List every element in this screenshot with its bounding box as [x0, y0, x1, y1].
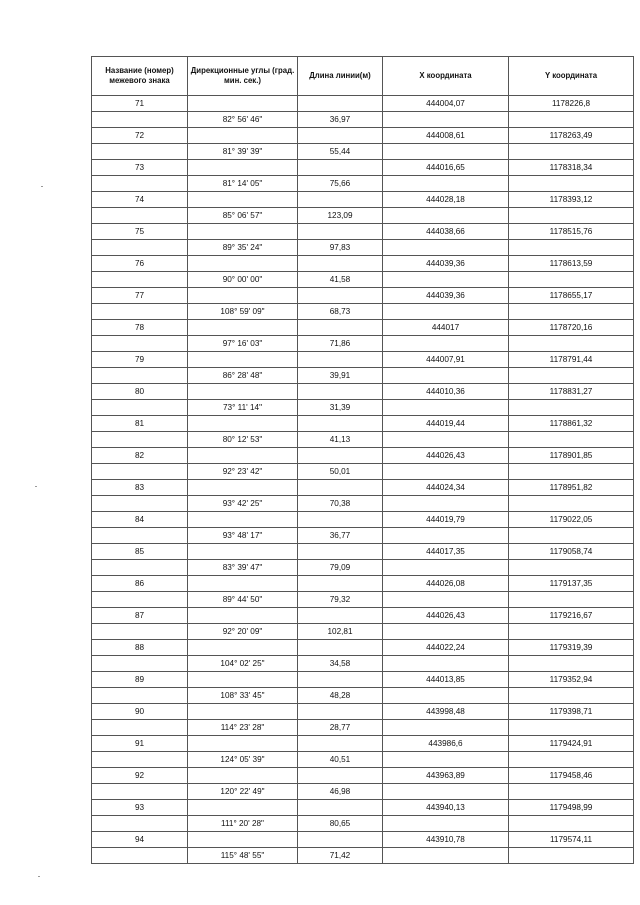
empty-cell: [188, 512, 298, 528]
empty-cell: [188, 288, 298, 304]
table-row-segment: [92, 848, 634, 864]
table-row-point: [92, 160, 634, 176]
x-coordinate-cell: 444008,61: [383, 128, 509, 144]
table-row-segment: [92, 176, 634, 192]
x-coordinate-cell: 443998,48: [383, 704, 509, 720]
empty-cell: [509, 400, 634, 416]
line-length-cell: 123,09: [298, 208, 383, 224]
bearing-cell: 108° 33' 45": [188, 688, 298, 704]
empty-cell: [298, 128, 383, 144]
header-point-name: Название (номер) межевого знака: [92, 57, 188, 96]
bearing-cell: 97° 16' 03": [188, 336, 298, 352]
empty-cell: [188, 736, 298, 752]
empty-cell: [383, 304, 509, 320]
empty-cell: [188, 256, 298, 272]
empty-cell: [188, 704, 298, 720]
point-name-cell: 91: [92, 736, 188, 752]
empty-cell: [92, 688, 188, 704]
empty-cell: [383, 816, 509, 832]
line-length-cell: 46,98: [298, 784, 383, 800]
table-row-segment: [92, 496, 634, 512]
empty-cell: [92, 208, 188, 224]
x-coordinate-cell: 443940,13: [383, 800, 509, 816]
bearing-cell: 93° 48' 17": [188, 528, 298, 544]
empty-cell: [383, 624, 509, 640]
empty-cell: [298, 320, 383, 336]
x-coordinate-cell: 443910,78: [383, 832, 509, 848]
point-name-cell: 74: [92, 192, 188, 208]
line-length-cell: 71,86: [298, 336, 383, 352]
y-coordinate-cell: 1178613,59: [509, 256, 634, 272]
point-name-cell: 84: [92, 512, 188, 528]
empty-cell: [188, 608, 298, 624]
empty-cell: [188, 192, 298, 208]
empty-cell: [509, 752, 634, 768]
empty-cell: [383, 752, 509, 768]
x-coordinate-cell: 444019,44: [383, 416, 509, 432]
empty-cell: [509, 208, 634, 224]
bearing-cell: 73° 11' 14": [188, 400, 298, 416]
table-row-segment: [92, 368, 634, 384]
y-coordinate-cell: 1178318,34: [509, 160, 634, 176]
y-coordinate-cell: 1178655,17: [509, 288, 634, 304]
point-name-cell: 89: [92, 672, 188, 688]
line-length-cell: 97,83: [298, 240, 383, 256]
line-length-cell: 50,01: [298, 464, 383, 480]
x-coordinate-cell: 444017: [383, 320, 509, 336]
table-row-point: [92, 480, 634, 496]
empty-cell: [188, 800, 298, 816]
bearing-cell: 83° 39' 47": [188, 560, 298, 576]
table-row-segment: [92, 464, 634, 480]
empty-cell: [383, 400, 509, 416]
line-length-cell: 55,44: [298, 144, 383, 160]
empty-cell: [383, 688, 509, 704]
line-length-cell: 71,42: [298, 848, 383, 864]
empty-cell: [298, 480, 383, 496]
empty-cell: [188, 448, 298, 464]
empty-cell: [92, 400, 188, 416]
point-name-cell: 80: [92, 384, 188, 400]
bearing-cell: 82° 56' 46": [188, 112, 298, 128]
empty-cell: [92, 560, 188, 576]
table-row-point: [92, 768, 634, 784]
table-row-point: [92, 832, 634, 848]
empty-cell: [298, 608, 383, 624]
empty-cell: [509, 336, 634, 352]
y-coordinate-cell: 1179424,91: [509, 736, 634, 752]
scan-speck: [41, 186, 43, 187]
x-coordinate-cell: 444007,91: [383, 352, 509, 368]
empty-cell: [298, 544, 383, 560]
y-coordinate-cell: 1179216,67: [509, 608, 634, 624]
empty-cell: [509, 720, 634, 736]
table-row-point: [92, 320, 634, 336]
y-coordinate-cell: 1178831,27: [509, 384, 634, 400]
empty-cell: [92, 144, 188, 160]
bearing-cell: 89° 44' 50": [188, 592, 298, 608]
header-bearing: Дирекционные углы (град. мин. сек.): [188, 57, 298, 96]
point-name-cell: 88: [92, 640, 188, 656]
table-row-segment: [92, 720, 634, 736]
x-coordinate-cell: 444039,36: [383, 256, 509, 272]
line-length-cell: 48,28: [298, 688, 383, 704]
empty-cell: [92, 368, 188, 384]
empty-cell: [92, 816, 188, 832]
y-coordinate-cell: 1179319,39: [509, 640, 634, 656]
point-name-cell: 92: [92, 768, 188, 784]
empty-cell: [509, 432, 634, 448]
table-row-point: [92, 256, 634, 272]
empty-cell: [92, 464, 188, 480]
point-name-cell: 93: [92, 800, 188, 816]
bearing-cell: 80° 12' 53": [188, 432, 298, 448]
point-name-cell: 81: [92, 416, 188, 432]
point-name-cell: 87: [92, 608, 188, 624]
x-coordinate-cell: 444016,65: [383, 160, 509, 176]
bearing-cell: 108° 59' 09": [188, 304, 298, 320]
empty-cell: [92, 752, 188, 768]
x-coordinate-cell: 444010,36: [383, 384, 509, 400]
y-coordinate-cell: 1179352,94: [509, 672, 634, 688]
table-row-segment: [92, 528, 634, 544]
table-row-segment: [92, 272, 634, 288]
table-row-segment: [92, 752, 634, 768]
table-row-point: [92, 384, 634, 400]
empty-cell: [188, 672, 298, 688]
table-row-segment: [92, 144, 634, 160]
table-row-segment: [92, 688, 634, 704]
empty-cell: [92, 720, 188, 736]
empty-cell: [509, 624, 634, 640]
table-row-point: [92, 96, 634, 112]
empty-cell: [298, 448, 383, 464]
y-coordinate-cell: 1178515,76: [509, 224, 634, 240]
empty-cell: [298, 832, 383, 848]
empty-cell: [188, 832, 298, 848]
empty-cell: [383, 112, 509, 128]
empty-cell: [298, 640, 383, 656]
table-row-point: [92, 576, 634, 592]
table-row-point: [92, 640, 634, 656]
empty-cell: [509, 592, 634, 608]
empty-cell: [92, 304, 188, 320]
empty-cell: [383, 848, 509, 864]
bearing-cell: 81° 39' 39": [188, 144, 298, 160]
y-coordinate-cell: 1178901,85: [509, 448, 634, 464]
empty-cell: [298, 800, 383, 816]
empty-cell: [509, 112, 634, 128]
line-length-cell: 70,38: [298, 496, 383, 512]
point-name-cell: 85: [92, 544, 188, 560]
line-length-cell: 68,73: [298, 304, 383, 320]
line-length-cell: 31,39: [298, 400, 383, 416]
table-row-point: [92, 416, 634, 432]
table-row-segment: [92, 560, 634, 576]
empty-cell: [509, 656, 634, 672]
empty-cell: [509, 272, 634, 288]
table-row-segment: [92, 336, 634, 352]
empty-cell: [298, 512, 383, 528]
point-name-cell: 90: [92, 704, 188, 720]
point-name-cell: 94: [92, 832, 188, 848]
empty-cell: [383, 592, 509, 608]
x-coordinate-cell: 444013,85: [383, 672, 509, 688]
line-length-cell: 41,58: [298, 272, 383, 288]
line-length-cell: 41,13: [298, 432, 383, 448]
table-row-point: [92, 512, 634, 528]
header-x-coordinate: X координата: [383, 57, 509, 96]
table-row-point: [92, 128, 634, 144]
empty-cell: [509, 176, 634, 192]
empty-cell: [188, 352, 298, 368]
y-coordinate-cell: 1179398,71: [509, 704, 634, 720]
empty-cell: [383, 368, 509, 384]
bearing-cell: 92° 23' 42": [188, 464, 298, 480]
empty-cell: [188, 576, 298, 592]
scan-speck: [35, 486, 37, 487]
y-coordinate-cell: 1179574,11: [509, 832, 634, 848]
empty-cell: [298, 736, 383, 752]
x-coordinate-cell: 444024,34: [383, 480, 509, 496]
line-length-cell: 79,32: [298, 592, 383, 608]
empty-cell: [92, 624, 188, 640]
table-row-segment: [92, 400, 634, 416]
empty-cell: [92, 432, 188, 448]
empty-cell: [298, 352, 383, 368]
point-name-cell: 79: [92, 352, 188, 368]
boundary-coordinates-table: [91, 56, 634, 864]
header-line-length: Длина линии(м): [298, 57, 383, 96]
empty-cell: [509, 144, 634, 160]
x-coordinate-cell: 444039,36: [383, 288, 509, 304]
empty-cell: [509, 368, 634, 384]
bearing-cell: 120° 22' 49": [188, 784, 298, 800]
point-name-cell: 73: [92, 160, 188, 176]
line-length-cell: 75,66: [298, 176, 383, 192]
table-row-point: [92, 224, 634, 240]
scan-speck: [38, 876, 40, 877]
empty-cell: [188, 224, 298, 240]
y-coordinate-cell: 1178791,44: [509, 352, 634, 368]
bearing-cell: 85° 06' 57": [188, 208, 298, 224]
empty-cell: [383, 432, 509, 448]
empty-cell: [383, 176, 509, 192]
empty-cell: [383, 720, 509, 736]
table-row-segment: [92, 112, 634, 128]
bearing-cell: 124° 05' 39": [188, 752, 298, 768]
x-coordinate-cell: 443963,89: [383, 768, 509, 784]
empty-cell: [298, 768, 383, 784]
bearing-cell: 93° 42' 25": [188, 496, 298, 512]
empty-cell: [298, 288, 383, 304]
y-coordinate-cell: 1178263,49: [509, 128, 634, 144]
empty-cell: [383, 208, 509, 224]
empty-cell: [509, 528, 634, 544]
empty-cell: [188, 160, 298, 176]
table-row-segment: [92, 816, 634, 832]
empty-cell: [383, 496, 509, 512]
point-name-cell: 71: [92, 96, 188, 112]
table-row-point: [92, 800, 634, 816]
empty-cell: [383, 336, 509, 352]
line-length-cell: 36,97: [298, 112, 383, 128]
empty-cell: [298, 96, 383, 112]
table-row-point: [92, 352, 634, 368]
x-coordinate-cell: 444026,43: [383, 448, 509, 464]
empty-cell: [383, 528, 509, 544]
table-row-segment: [92, 240, 634, 256]
empty-cell: [383, 144, 509, 160]
empty-cell: [383, 272, 509, 288]
point-name-cell: 76: [92, 256, 188, 272]
point-name-cell: 83: [92, 480, 188, 496]
empty-cell: [92, 240, 188, 256]
x-coordinate-cell: 444028,18: [383, 192, 509, 208]
y-coordinate-cell: 1178226,8: [509, 96, 634, 112]
bearing-cell: 92° 20' 09": [188, 624, 298, 640]
empty-cell: [509, 496, 634, 512]
y-coordinate-cell: 1179022,05: [509, 512, 634, 528]
empty-cell: [298, 224, 383, 240]
line-length-cell: 102,81: [298, 624, 383, 640]
table-row-point: [92, 608, 634, 624]
empty-cell: [188, 128, 298, 144]
empty-cell: [509, 240, 634, 256]
x-coordinate-cell: 444022,24: [383, 640, 509, 656]
empty-cell: [509, 560, 634, 576]
table-row-point: [92, 544, 634, 560]
empty-cell: [298, 256, 383, 272]
table-row-segment: [92, 624, 634, 640]
table-row-point: [92, 448, 634, 464]
empty-cell: [383, 240, 509, 256]
empty-cell: [92, 656, 188, 672]
line-length-cell: 39,91: [298, 368, 383, 384]
empty-cell: [383, 560, 509, 576]
point-name-cell: 78: [92, 320, 188, 336]
y-coordinate-cell: 1179458,46: [509, 768, 634, 784]
bearing-cell: 104° 02' 25": [188, 656, 298, 672]
empty-cell: [298, 192, 383, 208]
empty-cell: [188, 320, 298, 336]
empty-cell: [509, 848, 634, 864]
empty-cell: [383, 784, 509, 800]
empty-cell: [188, 416, 298, 432]
empty-cell: [509, 816, 634, 832]
y-coordinate-cell: 1179058,74: [509, 544, 634, 560]
x-coordinate-cell: 444026,08: [383, 576, 509, 592]
y-coordinate-cell: 1178393,12: [509, 192, 634, 208]
point-name-cell: 72: [92, 128, 188, 144]
bearing-cell: 89° 35' 24": [188, 240, 298, 256]
empty-cell: [188, 96, 298, 112]
empty-cell: [298, 416, 383, 432]
empty-cell: [298, 576, 383, 592]
empty-cell: [298, 160, 383, 176]
empty-cell: [188, 480, 298, 496]
empty-cell: [298, 704, 383, 720]
point-name-cell: 86: [92, 576, 188, 592]
bearing-cell: 86° 28' 48": [188, 368, 298, 384]
empty-cell: [92, 176, 188, 192]
table-row-point: [92, 704, 634, 720]
empty-cell: [298, 384, 383, 400]
table-row-segment: [92, 784, 634, 800]
table-row-point: [92, 736, 634, 752]
empty-cell: [188, 640, 298, 656]
table-body: [92, 96, 634, 864]
empty-cell: [92, 112, 188, 128]
empty-cell: [92, 592, 188, 608]
table-row-segment: [92, 656, 634, 672]
bearing-cell: 111° 20' 28": [188, 816, 298, 832]
table-row-point: [92, 672, 634, 688]
y-coordinate-cell: 1178720,16: [509, 320, 634, 336]
table-header-row: [92, 57, 634, 96]
x-coordinate-cell: 444019,79: [383, 512, 509, 528]
bearing-cell: 81° 14' 05": [188, 176, 298, 192]
line-length-cell: 40,51: [298, 752, 383, 768]
x-coordinate-cell: 444017,35: [383, 544, 509, 560]
empty-cell: [188, 384, 298, 400]
y-coordinate-cell: 1179498,99: [509, 800, 634, 816]
table-row-segment: [92, 592, 634, 608]
point-name-cell: 77: [92, 288, 188, 304]
empty-cell: [188, 544, 298, 560]
x-coordinate-cell: 444038,66: [383, 224, 509, 240]
empty-cell: [92, 496, 188, 512]
x-coordinate-cell: 443986,6: [383, 736, 509, 752]
empty-cell: [92, 272, 188, 288]
line-length-cell: 80,65: [298, 816, 383, 832]
header-y-coordinate: Y координата: [509, 57, 634, 96]
empty-cell: [509, 464, 634, 480]
empty-cell: [92, 784, 188, 800]
line-length-cell: 36,77: [298, 528, 383, 544]
point-name-cell: 75: [92, 224, 188, 240]
line-length-cell: 79,09: [298, 560, 383, 576]
x-coordinate-cell: 444004,07: [383, 96, 509, 112]
table-row-segment: [92, 208, 634, 224]
x-coordinate-cell: 444026,43: [383, 608, 509, 624]
y-coordinate-cell: 1178861,32: [509, 416, 634, 432]
bearing-cell: 115° 48' 55": [188, 848, 298, 864]
table-row-segment: [92, 432, 634, 448]
empty-cell: [509, 304, 634, 320]
y-coordinate-cell: 1178951,82: [509, 480, 634, 496]
table-row-point: [92, 192, 634, 208]
bearing-cell: 90° 00' 00": [188, 272, 298, 288]
table-row-segment: [92, 304, 634, 320]
bearing-cell: 114° 23' 28": [188, 720, 298, 736]
empty-cell: [92, 528, 188, 544]
empty-cell: [509, 688, 634, 704]
empty-cell: [92, 848, 188, 864]
table-row-point: [92, 288, 634, 304]
point-name-cell: 82: [92, 448, 188, 464]
empty-cell: [298, 672, 383, 688]
empty-cell: [383, 656, 509, 672]
empty-cell: [92, 336, 188, 352]
line-length-cell: 34,58: [298, 656, 383, 672]
empty-cell: [188, 768, 298, 784]
y-coordinate-cell: 1179137,35: [509, 576, 634, 592]
empty-cell: [383, 464, 509, 480]
line-length-cell: 28,77: [298, 720, 383, 736]
empty-cell: [509, 784, 634, 800]
